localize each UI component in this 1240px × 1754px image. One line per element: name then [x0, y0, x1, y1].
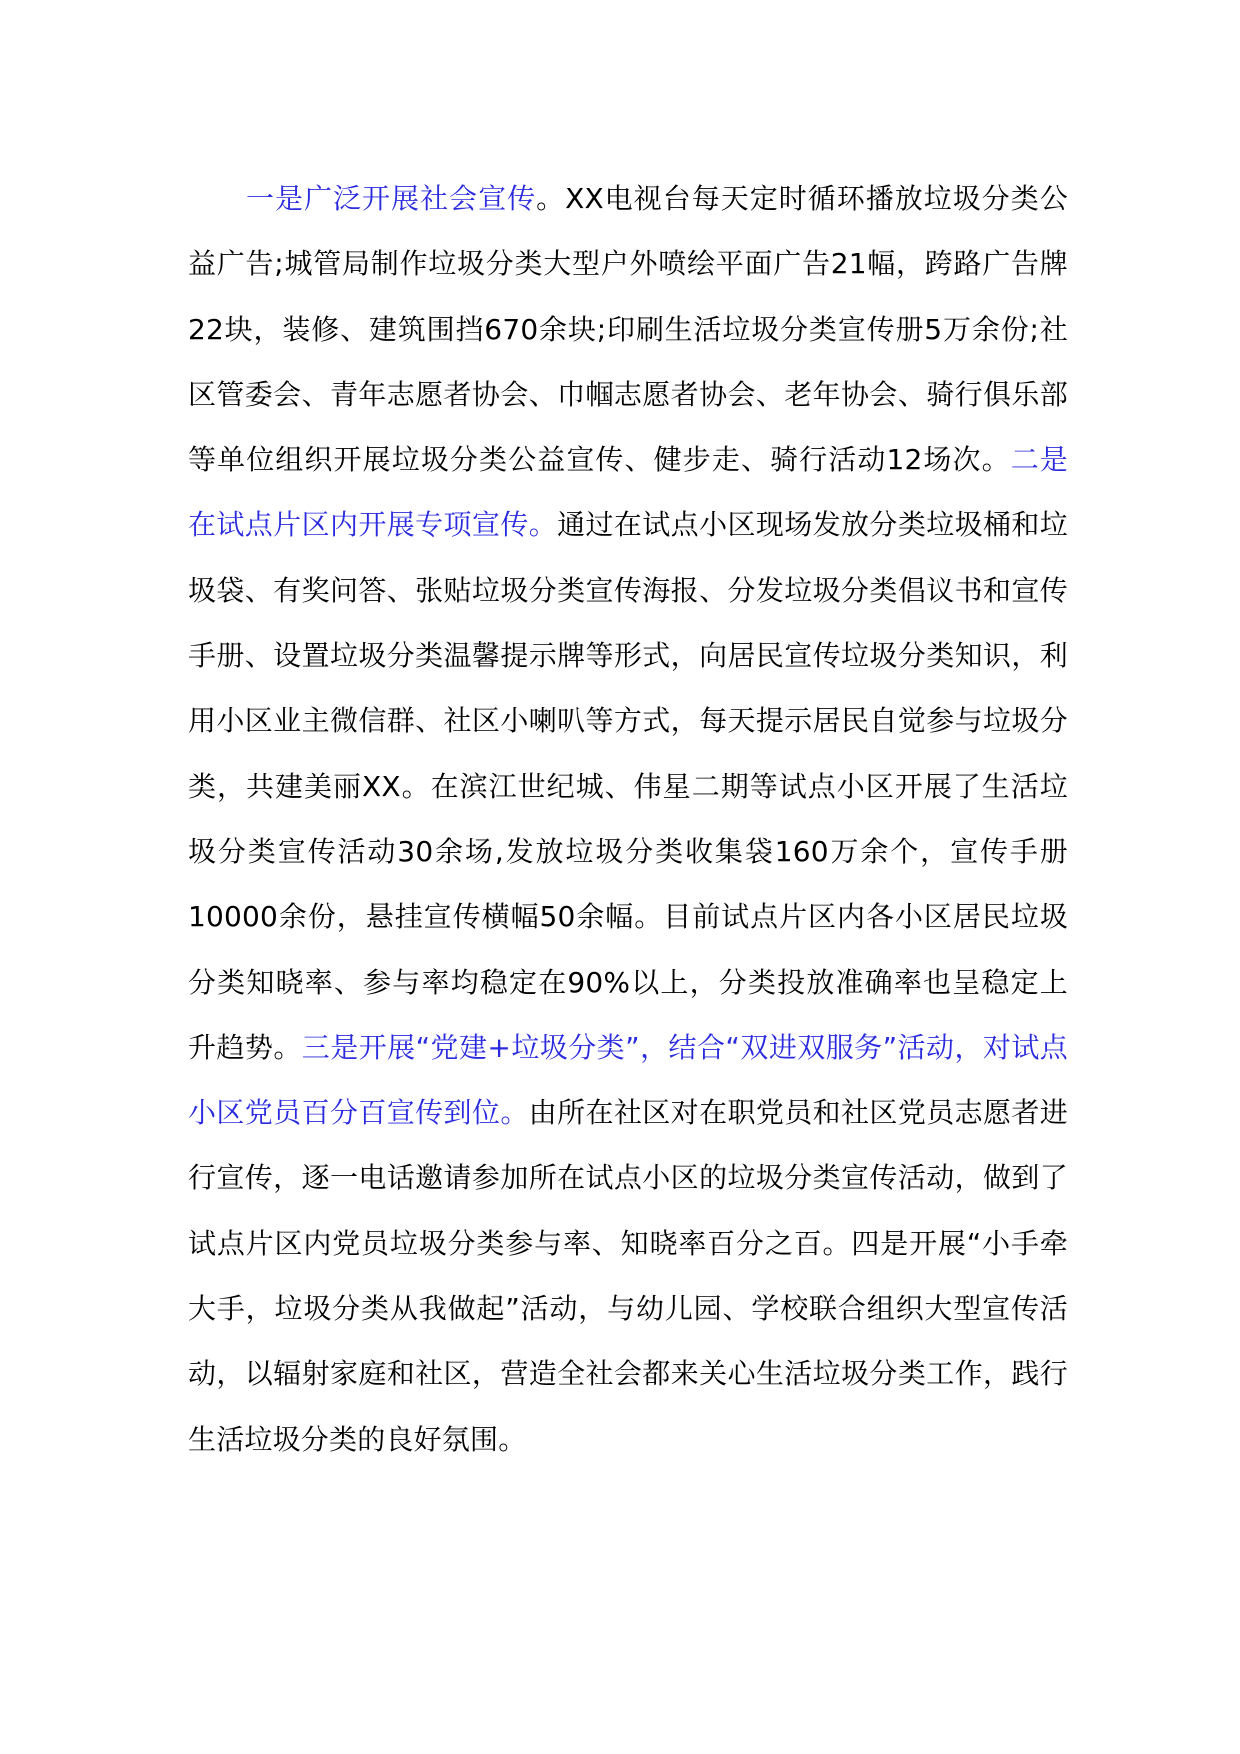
heading-phrase-2: 二是在试点片区内开展专项宣传。	[188, 443, 1068, 542]
heading-phrase-3: 三是开展“党建+垃圾分类”，结合“双进双服务”活动，对试点小区党员百分百宣传到位。	[188, 1030, 1068, 1130]
body-paragraph	[188, 166, 1068, 1472]
paragraph-text-3: 由所在社区对在职党员和社区党员志愿者进行宣传，逐一电话邀请参加所在试点小区的垃圾分类宣传活动，做到了试点片区内党员垃圾分类参与率、知晓率百分之百。四是开展“小手牵大手，垃圾分类从我做起”活动，与幼儿园、学校联合组织大型宣传活动，以辐射家庭和社区，营造全社会都来关心生活垃圾分类工作，践行生活垃圾分类的良好氛围。	[188, 1096, 1068, 1456]
paragraph-text-1: 。XX电视台每天定时循环播放垃圾分类公益广告;城管局制作垃圾分类大型户外喷绘平面广告21幅，跨路广告牌22块，装修、建筑围挡670余块;印刷生活垃圾分类宣传册5万余份;社区管委会、青年志愿者协会、巾帼志愿者协会、老年协会、骑行俱乐部等单位组织开展垃圾分类公益宣传、健步走、骑行活动12场次。	[188, 182, 1068, 477]
heading-phrase-1: 一是广泛开展社会宣传	[246, 182, 537, 215]
paragraph-text-2: 通过在试点小区现场发放分类垃圾桶和垃圾袋、有奖问答、张贴垃圾分类宣传海报、分发垃圾分类倡议书和宣传手册、设置垃圾分类温馨提示牌等形式，向居民宣传垃圾分类知识，利用小区业主微信群、社区小喇叭等方式，每天提示居民自觉参与垃圾分类，共建美丽XX。在滨江世纪城、伟星二期等试点小区开展了生活垃圾分类宣传活动30余场,发放垃圾分类收集袋160万余个，宣传手册10000余份，悬挂宣传横幅50余幅。目前试点片区内各小区居民垃圾分类知晓率、参与率均稳定在90%以上，分类投放准确率也呈稳定上升趋势。	[188, 508, 1068, 1064]
